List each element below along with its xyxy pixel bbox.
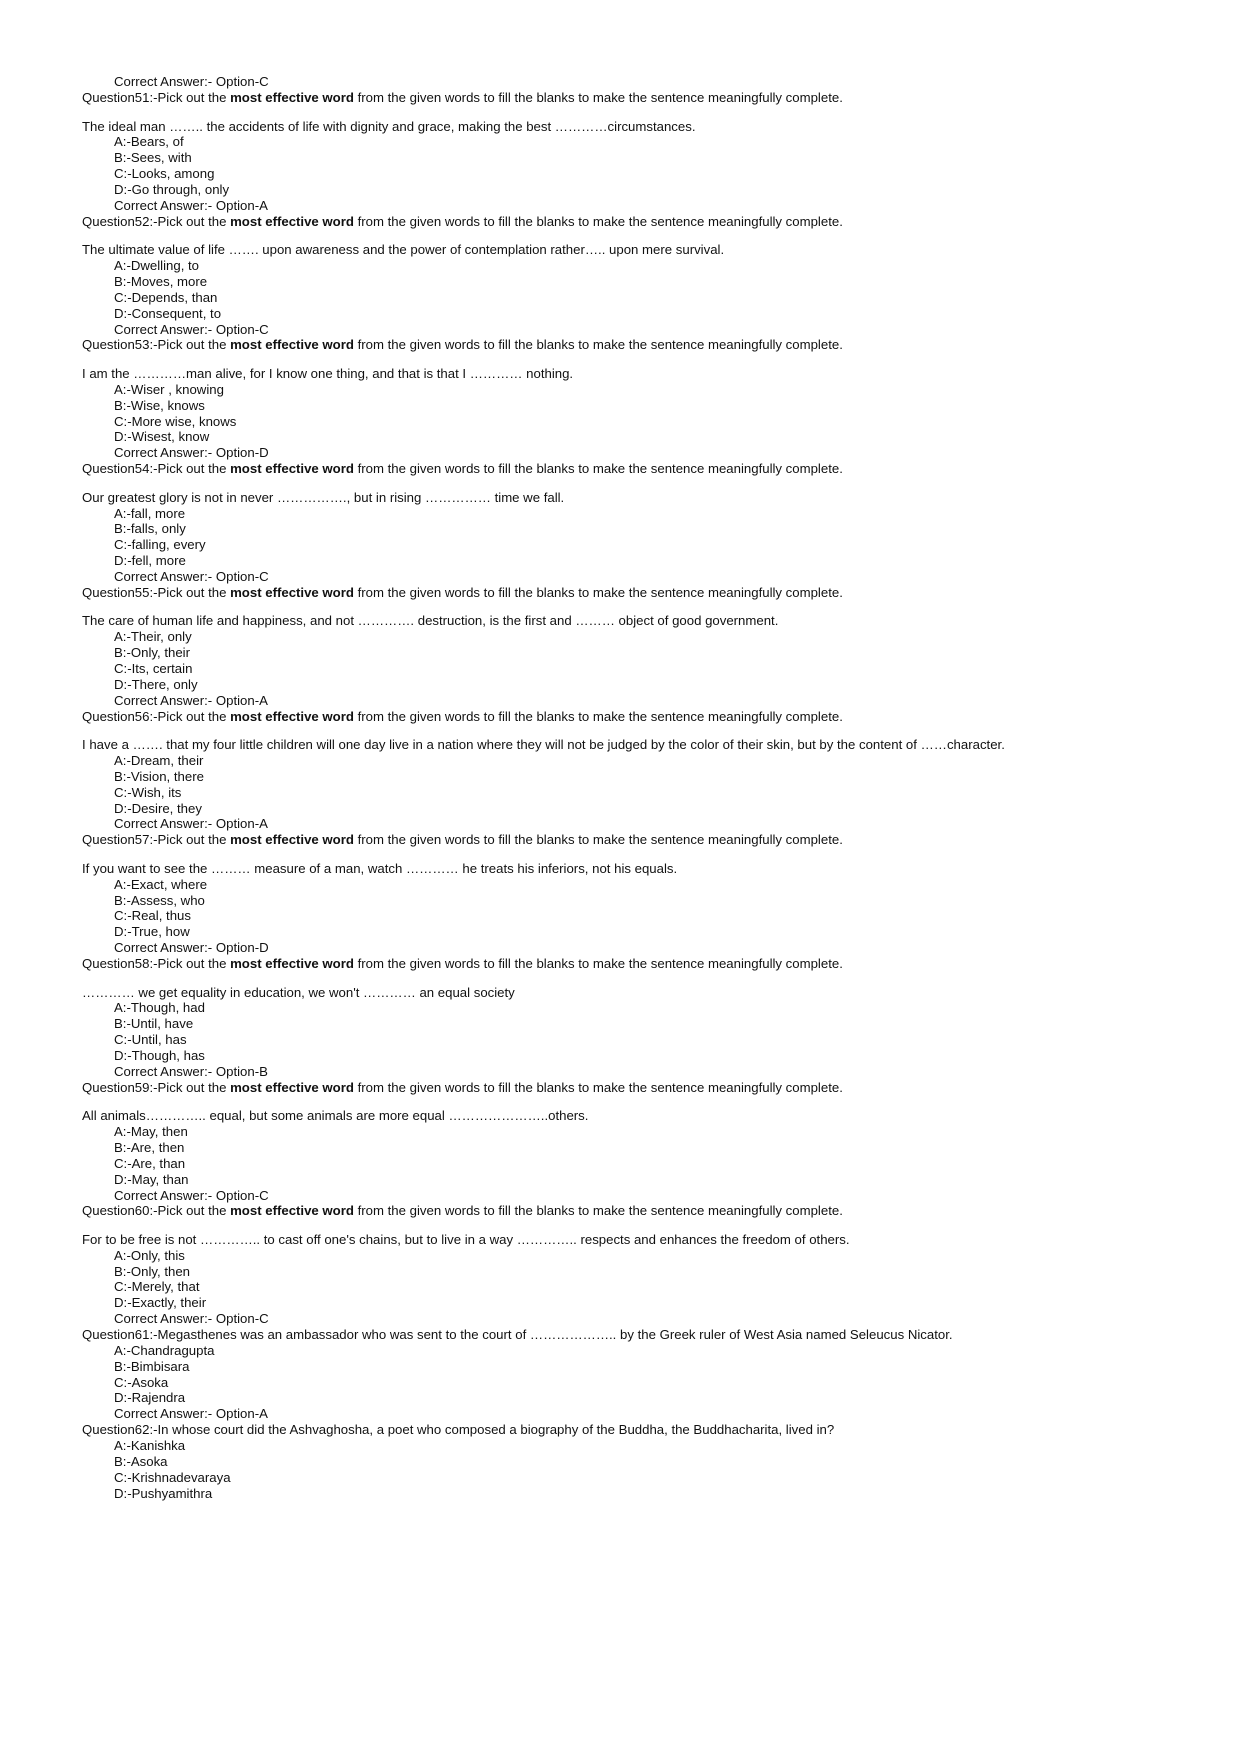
answer-option: C:-Looks, among: [114, 166, 215, 182]
answer-option: C:-Its, certain: [114, 661, 193, 676]
answer-option: A:-Wiser , knowing: [114, 381, 224, 397]
instruction-text: from the given words to fill the blanks to make the sentence meaningfully complete.: [353, 337, 843, 353]
question-sentence: I am the …………man alive, for I know one thing, and that is that I ………… nothing.: [82, 366, 574, 381]
correct-answer: Correct Answer:- Option-A: [114, 692, 268, 708]
instruction-emphasis: most effective word: [230, 1079, 354, 1095]
answer-option: B:-Sees, with: [114, 150, 192, 166]
correct-answer: Correct Answer:- Option-B: [114, 1063, 268, 1079]
answer-option: A:-Though, had: [114, 1000, 205, 1016]
question-header: [82, 832, 843, 848]
answer-option: A:-Only, this: [114, 1247, 185, 1263]
answer-option: A:-Chandragupta: [114, 1342, 215, 1358]
answer-option: D:-Rajendra: [114, 1390, 186, 1406]
correct-answer: Correct Answer:- Option-C: [114, 569, 269, 584]
answer-option: B:-Only, then: [114, 1263, 190, 1279]
question-sentence: For to be free is not ………….. to cast off one's chains, but to live in a way ………….. respects and enhances the freedom of others.: [82, 1231, 850, 1247]
answer-option: D:-Pushyamithra: [114, 1485, 213, 1501]
answer-option: B:-Bimbisara: [114, 1358, 190, 1374]
instruction-text: from the given words to fill the blanks to make the sentence meaningfully complete.: [353, 955, 843, 971]
question-sentence: Our greatest glory is not in never ……………., but in rising …………… time we fall.: [82, 489, 565, 505]
answer-option: C:-Wish, its: [114, 784, 182, 800]
answer-option: B:-falls, only: [114, 521, 186, 537]
instruction-emphasis: most effective word: [230, 955, 354, 971]
answer-option: A:-Kanishka: [114, 1437, 186, 1453]
question-header: [82, 709, 843, 725]
answer-option: D:-Go through, only: [114, 182, 230, 197]
question-sentence: The care of human life and happiness, and not …………. destruction, is the first and ……… object of good government.: [82, 613, 779, 629]
correct-answer: Correct Answer:- Option-C: [114, 1311, 269, 1327]
question-header: [82, 1080, 843, 1096]
question-number: Question53:-Pick out the: [82, 337, 231, 353]
instruction-text: from the given words to fill the blanks to make the sentence meaningfully complete.: [353, 90, 843, 105]
answer-option: C:-Until, has: [114, 1032, 187, 1048]
instruction-emphasis: most effective word: [230, 1203, 354, 1219]
instruction-text: from the given words to fill the blanks to make the sentence meaningfully complete.: [353, 1203, 843, 1219]
instruction-text: from the given words to fill the blanks to make the sentence meaningfully complete.: [353, 1079, 843, 1095]
answer-option: A:-Their, only: [114, 629, 192, 645]
instruction-emphasis: most effective word: [230, 461, 354, 477]
correct-answer: Correct Answer:- Option-A: [114, 1406, 268, 1422]
instruction-text: from the given words to fill the blanks to make the sentence meaningfully complete.: [353, 708, 843, 724]
answer-option: D:-Exactly, their: [114, 1295, 207, 1311]
instruction-emphasis: most effective word: [230, 337, 354, 353]
question-number: Question52:-Pick out the: [82, 213, 231, 229]
answer-option: B:-Vision, there: [114, 768, 204, 784]
answer-option: A:-May, then: [114, 1124, 188, 1140]
question-header: [82, 585, 843, 601]
question-number: Question54:-Pick out the: [82, 461, 231, 477]
instruction-text: from the given words to fill the blanks to make the sentence meaningfully complete.: [353, 584, 843, 600]
answer-option: C:-Real, thus: [114, 908, 191, 924]
question-number: Question55:-Pick out the: [82, 584, 231, 600]
answer-option: A:-Dream, their: [114, 753, 204, 768]
question-header: Question61:-Megasthenes was an ambassador who was sent to the court of ……………….. by the Greek ruler of West Asia named Seleucus Nicator.: [82, 1327, 953, 1342]
question-header: [82, 337, 843, 353]
answer-option: B:-Wise, knows: [114, 397, 205, 413]
answer-option: B:-Only, their: [114, 645, 190, 661]
question-sentence: All animals………….. equal, but some animals are more equal …………………..others.: [82, 1108, 589, 1124]
question-number: Question58:-Pick out the: [82, 955, 231, 971]
instruction-emphasis: most effective word: [230, 584, 354, 600]
answer-option: D:-fell, more: [114, 553, 186, 569]
answer-option: A:-Bears, of: [114, 134, 184, 150]
answer-option: A:-Dwelling, to: [114, 258, 200, 274]
answer-option: D:-May, than: [114, 1171, 189, 1187]
correct-answer: Correct Answer:- Option-A: [114, 197, 268, 213]
answer-option: C:-falling, every: [114, 537, 206, 553]
answer-option: D:-Though, has: [114, 1047, 205, 1063]
answer-option: B:-Until, have: [114, 1016, 194, 1032]
answer-option: C:-More wise, knows: [114, 413, 237, 429]
instruction-emphasis: most effective word: [230, 832, 354, 848]
answer-option: D:-True, how: [114, 924, 190, 940]
answer-option: C:-Asoka: [114, 1374, 169, 1390]
answer-option: C:-Are, than: [114, 1155, 186, 1171]
answer-option: D:-There, only: [114, 676, 198, 692]
question-number: Question57:-Pick out the: [82, 832, 231, 848]
correct-answer: Correct Answer:- Option-C: [114, 321, 269, 337]
correct-answer: Correct Answer:- Option-C: [114, 1187, 269, 1203]
question-number: Question56:-Pick out the: [82, 708, 231, 724]
answer-option: A:-Exact, where: [114, 876, 208, 892]
answer-option: B:-Assess, who: [114, 892, 205, 908]
question-header: [82, 214, 843, 230]
instruction-text: from the given words to fill the blanks to make the sentence meaningfully complete.: [353, 832, 843, 848]
question-sentence: I have a ……. that my four little children will one day live in a nation where they will not be judged by the color of their skin, but by the content of ……character.: [82, 737, 1005, 753]
instruction-emphasis: most effective word: [230, 213, 354, 229]
instruction-emphasis: most effective word: [230, 708, 354, 724]
question-sentence: The ultimate value of life ……. upon awareness and the power of contemplation rather….. upon mere survival.: [82, 242, 725, 258]
correct-answer: Correct Answer:- Option-A: [114, 816, 268, 832]
instruction-emphasis: most effective word: [230, 90, 354, 105]
answer-option: D:-Wisest, know: [114, 429, 210, 445]
question-number: Question51:-Pick out the: [82, 90, 231, 105]
question-header: [82, 90, 843, 106]
answer-option: A:-fall, more: [114, 505, 186, 521]
correct-answer: Correct Answer:- Option-D: [114, 445, 269, 461]
question-sentence: ………… we get equality in education, we won't ………… an equal society: [82, 984, 515, 1000]
question-number: Question59:-Pick out the: [82, 1079, 231, 1095]
answer-option: D:-Desire, they: [114, 800, 202, 816]
correct-answer: Correct Answer:- Option-D: [114, 940, 269, 956]
question-header: Question62:-In whose court did the Ashvaghosha, a poet who composed a biography of the Buddha, the Buddhacharita, lived in?: [82, 1422, 835, 1438]
answer-option: B:-Moves, more: [114, 274, 208, 289]
instruction-text: from the given words to fill the blanks to make the sentence meaningfully complete.: [353, 213, 843, 229]
question-header: [82, 1203, 843, 1219]
answer-option: C:-Krishnadevaraya: [114, 1469, 231, 1485]
correct-answer: Correct Answer:- Option-C: [114, 74, 269, 89]
answer-option: D:-Consequent, to: [114, 305, 222, 321]
answer-option: C:-Depends, than: [114, 289, 218, 305]
question-number: Question60:-Pick out the: [82, 1203, 231, 1219]
answer-option: C:-Merely, that: [114, 1279, 200, 1295]
question-header: [82, 956, 843, 972]
answer-option: B:-Are, then: [114, 1139, 185, 1155]
question-sentence: The ideal man …….. the accidents of life with dignity and grace, making the best …………circumstances.: [82, 118, 696, 134]
question-header: [82, 461, 843, 477]
instruction-text: from the given words to fill the blanks to make the sentence meaningfully complete.: [353, 461, 843, 477]
answer-option: B:-Asoka: [114, 1453, 168, 1469]
question-sentence: If you want to see the ……… measure of a man, watch ………… he treats his inferiors, not his equals.: [82, 860, 678, 876]
